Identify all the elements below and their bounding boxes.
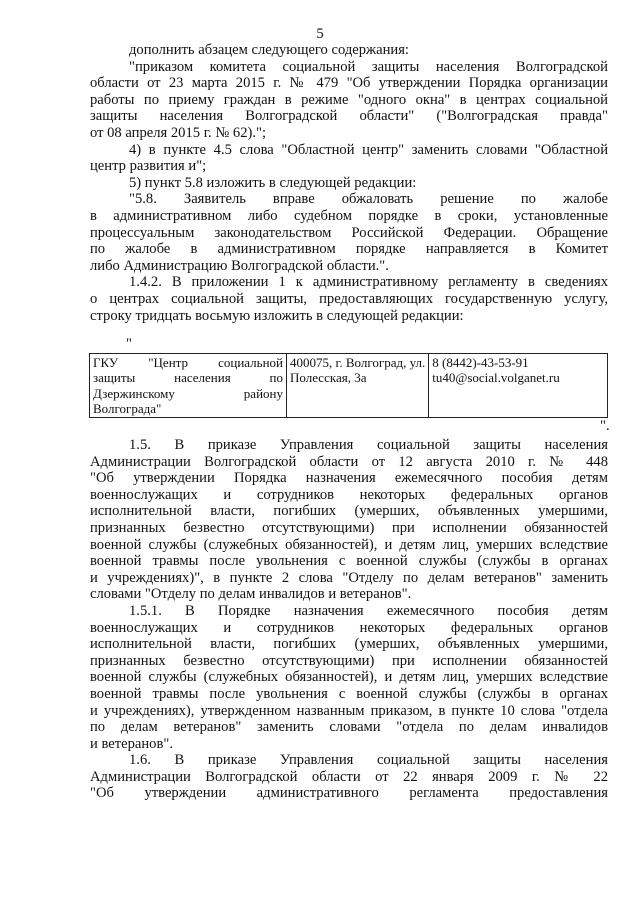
text-block-lower <box>90 437 608 802</box>
text-line: признанных безвестно отсутствующими) при исполнении обязанностей <box>90 519 608 536</box>
text-line: военнослужащих и сотрудников некоторых федеральных органов <box>90 619 608 636</box>
cell-line: tu40@social.volganet.ru <box>432 370 560 386</box>
text-line: словами "Отделу по делам инвалидов и ветеранов". <box>90 586 412 603</box>
text-line: Администрации Волгоградской области от 12 августа 2010 г. № 448 <box>90 453 608 470</box>
text-line: и ветеранов". <box>90 735 173 752</box>
text-line: 5) пункт 5.8 изложить в следующей редакции: <box>129 174 417 191</box>
cell-line: Полесская, 3а <box>290 370 367 386</box>
close-quote-mark: ". <box>600 418 610 434</box>
text-line: военной травмы после увольнения с военной службы (службы в органах <box>90 685 608 702</box>
text-line: по жалобе в административном порядке направляется в Комитет <box>90 241 608 258</box>
cell-line: 8 (8442)-43-53-91 <box>432 355 529 370</box>
text-line: "Об утверждении Порядка назначения ежемесячного пособия детям <box>90 470 608 487</box>
text-line: 1.5. В приказе Управления социальной защиты населения <box>129 437 608 453</box>
text-line: "5.8. Заявитель вправе обжаловать решение по жалобе <box>129 191 608 208</box>
open-quote-mark: " <box>126 336 132 352</box>
text-line: военной службы (служебных обязанностей), и детям лиц, умерших вследствие <box>90 669 608 686</box>
cell-line: ГКУ "Центр социальной <box>93 355 283 370</box>
text-line: и учреждениях), утвержденном названным приказом, в пункте 10 слова "отдела <box>90 702 608 719</box>
address-cell <box>287 354 429 418</box>
text-line: области от 23 марта 2015 г. № 479 "Об утверждении Порядка организации <box>90 75 608 92</box>
text-line: военнослужащих и сотрудников некоторых федеральных органов <box>90 486 608 503</box>
text-line: Администрации Волгоградской области от 22 января 2009 г. № 22 <box>90 768 608 785</box>
text-line: 1.4.2. В приложении 1 к административному регламенту в сведениях <box>129 274 608 291</box>
text-line: по делам ветеранов" заменить словами "отдела по делам инвалидов <box>90 719 608 736</box>
text-line: "Об утверждении административного регламента предоставления <box>90 785 608 802</box>
text-line: дополнить абзацем следующего содержания: <box>129 42 409 58</box>
cell-line: защиты населения по <box>93 370 283 386</box>
text-line: исполнительной власти, погибших (умерших, объявленных умершими, <box>90 636 608 653</box>
text-line: работы по приему граждан в режиме "одного окна" в центрах социальной <box>90 91 608 108</box>
cell-line: 400075, г. Волгоград, ул. <box>290 355 426 370</box>
org-name-cell <box>90 354 287 418</box>
text-line: 1.6. В приказе Управления социальной защиты населения <box>129 752 608 769</box>
text-line: в административном либо судебном порядке в сроки, установленные <box>90 207 608 224</box>
cell-line: Волгограда" <box>93 400 162 416</box>
cell-line: Дзержинскому району <box>93 385 283 401</box>
text-line: центр развития и"; <box>90 158 207 175</box>
contacts-cell <box>429 354 608 418</box>
text-line: либо Администрацию Волгоградской области.". <box>90 257 389 274</box>
text-line: 1.5.1. В Порядке назначения ежемесячного пособия детям <box>129 602 608 619</box>
service-center-table <box>89 353 608 418</box>
text-line: от 08 апреля 2015 г. № 62)."; <box>90 124 267 141</box>
text-line: исполнительной власти, погибших (умерших, объявленных умершими, <box>90 503 608 520</box>
text-line: процессуальным законодательством Российской Федерации. Обращение <box>90 224 608 241</box>
text-line: военной службы (служебных обязанностей), и детям лиц, умерших вследствие <box>90 536 608 553</box>
text-line: 4) в пункте 4.5 слова "Областной центр" заменить словами "Областной <box>129 141 608 158</box>
text-line: о центрах социальной защиты, предоставляющих государственную услугу, <box>90 290 608 307</box>
text-block-upper <box>90 42 608 324</box>
page-number: 5 <box>316 26 324 42</box>
text-line: строку тридцать восьмую изложить в следующей редакции: <box>90 307 464 324</box>
text-line: защиты населения Волгоградской области" ("Волгоградская правда" <box>90 108 608 125</box>
text-line: военной травмы после увольнения с военной службы (службы в органах <box>90 553 608 570</box>
text-line: признанных безвестно отсутствующими) при исполнении обязанностей <box>90 652 608 669</box>
text-line: и учреждениях)", в пункте 2 слова "Отделу по делам ветеранов" заменить <box>90 569 608 586</box>
text-line: "приказом комитета социальной защиты населения Волгоградской <box>129 58 608 75</box>
table-row <box>90 354 608 418</box>
